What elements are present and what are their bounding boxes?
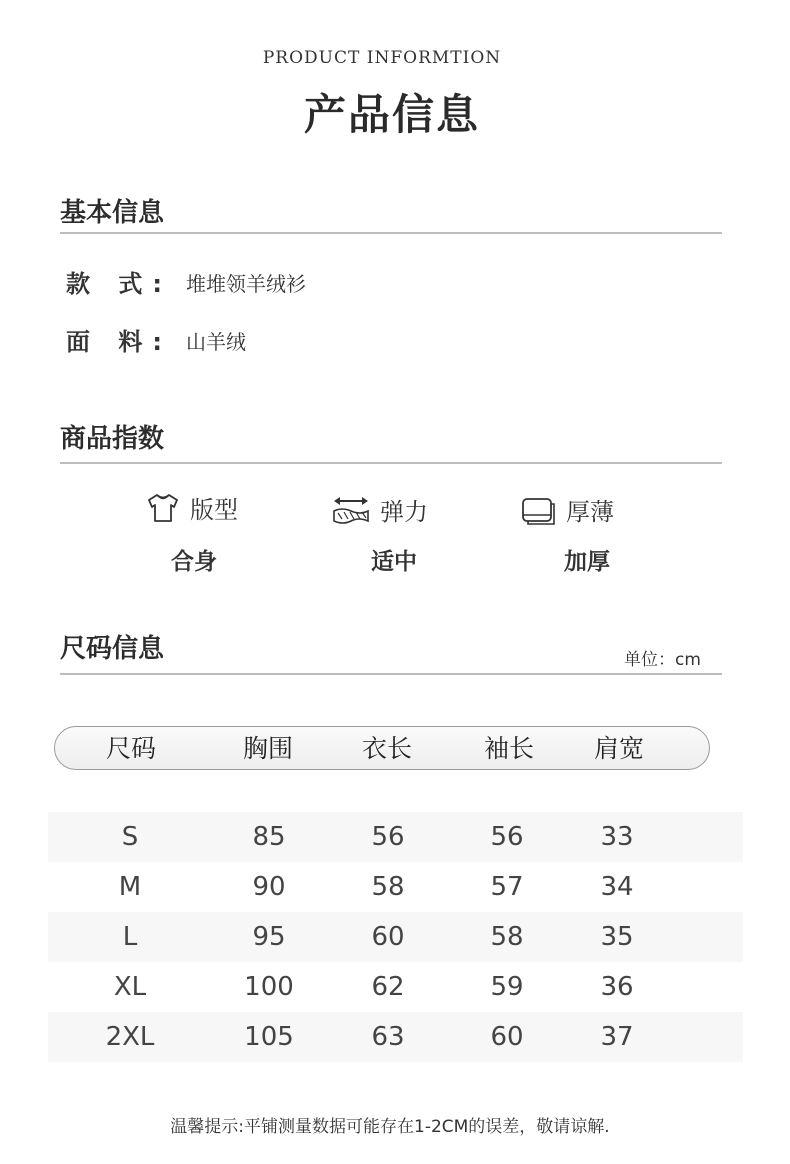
table-cell: M <box>118 872 142 902</box>
index-item-fit <box>146 490 238 525</box>
measurement-note: 温馨提示:平铺测量数据可能存在1-2CM的误差，敬请谅解. <box>170 1117 610 1137</box>
stretch-value: 适中 <box>371 549 417 575</box>
table-cell: 63 <box>371 1022 405 1052</box>
table-cell: 36 <box>600 972 634 1002</box>
thickness-value: 加厚 <box>564 549 610 575</box>
size-info-title: 尺码信息 <box>60 634 165 664</box>
product-index-title: 商品指数 <box>60 424 165 454</box>
table-cell: XL <box>113 972 147 1002</box>
table-cell: 62 <box>371 972 405 1002</box>
index-item-stretch <box>332 492 428 527</box>
table-cell: 58 <box>371 872 405 902</box>
table-cell: 95 <box>252 922 286 952</box>
fit-value: 合身 <box>171 549 217 575</box>
table-cell: 33 <box>600 822 634 852</box>
table-cell: 2XL <box>105 1022 155 1052</box>
fabric-label: 面 料: <box>66 328 172 356</box>
size-info-divider <box>60 673 722 675</box>
stretch-label: 弹力 <box>380 498 428 526</box>
column-header-chest: 胸围 <box>242 734 293 763</box>
table-cell: 100 <box>244 972 294 1002</box>
column-header-length: 衣长 <box>361 734 412 763</box>
column-header-size: 尺码 <box>105 734 156 763</box>
index-item-thickness <box>520 492 614 527</box>
fabric-value: 山羊绒 <box>186 330 246 354</box>
fit-label: 版型 <box>190 496 238 524</box>
table-cell: 56 <box>490 822 524 852</box>
thickness-label: 厚薄 <box>566 498 614 526</box>
table-cell: 57 <box>490 872 524 902</box>
table-cell: 35 <box>600 922 634 952</box>
table-cell: 85 <box>252 822 286 852</box>
table-cell: 37 <box>600 1022 634 1052</box>
product-information-eyebrow: PRODUCT INFORMTION <box>262 48 502 68</box>
basic-info-divider <box>60 232 722 234</box>
style-label: 款 式: <box>66 270 172 298</box>
table-cell: 60 <box>371 922 405 952</box>
table-cell: 58 <box>490 922 524 952</box>
style-value: 堆堆领羊绒衫 <box>186 272 306 296</box>
product-index-divider <box>60 462 722 464</box>
tshirt-icon <box>146 492 180 524</box>
table-cell: S <box>121 822 139 852</box>
column-header-sleeve: 袖长 <box>483 734 534 763</box>
stretch-icon <box>332 495 370 525</box>
table-cell: 60 <box>490 1022 524 1052</box>
table-cell: 34 <box>600 872 634 902</box>
unit-label: 单位：cm <box>624 650 701 670</box>
basic-info-title: 基本信息 <box>60 198 165 228</box>
page-title: 产品信息 <box>303 90 480 139</box>
table-cell: 90 <box>252 872 286 902</box>
thickness-icon <box>520 494 556 526</box>
column-header-shoulder: 肩宽 <box>593 734 644 763</box>
table-cell: L <box>122 922 138 952</box>
table-cell: 105 <box>244 1022 294 1052</box>
table-cell: 56 <box>371 822 405 852</box>
table-cell: 59 <box>490 972 524 1002</box>
